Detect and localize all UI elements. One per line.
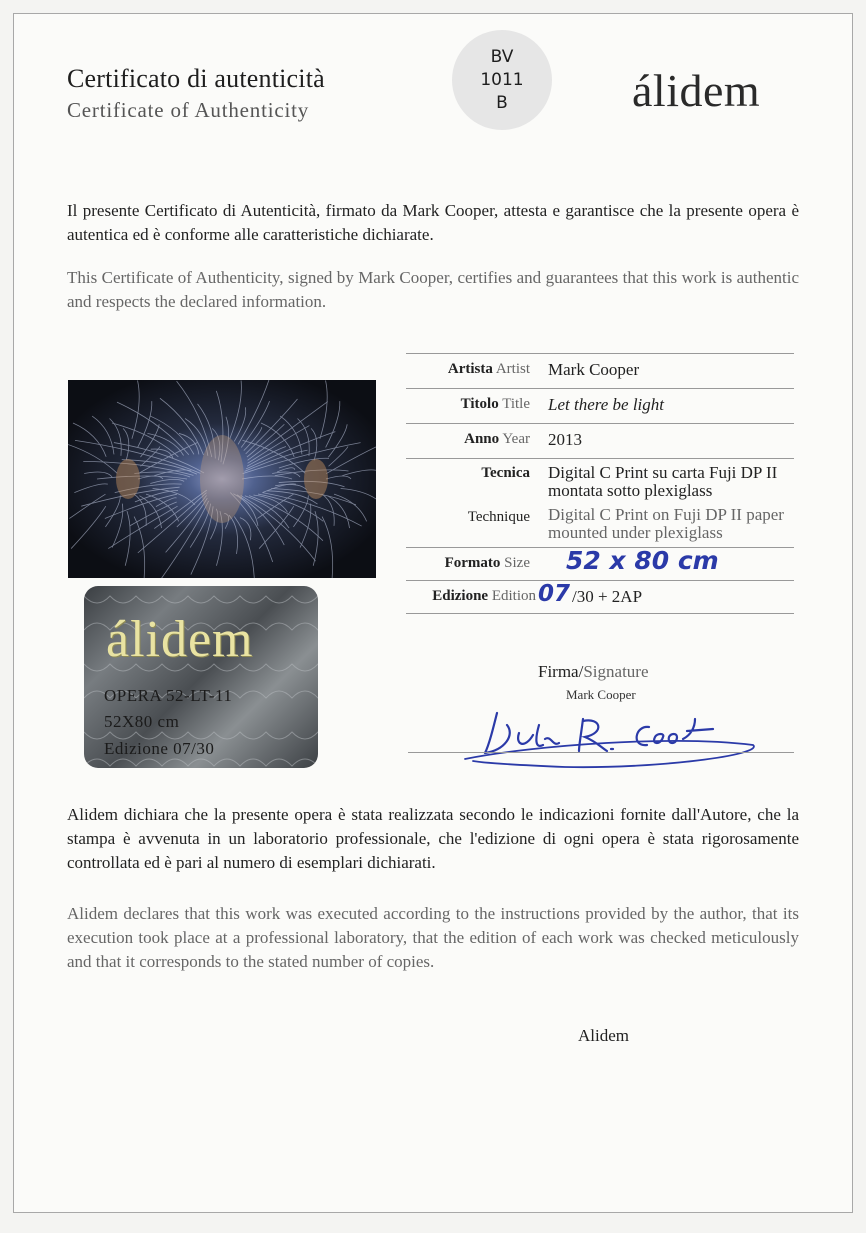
edition-number: 07 <box>538 581 571 607</box>
artwork-stroke <box>73 423 106 457</box>
technique-value-en: Digital C Print on Fuji DP II paper mounted under plexiglass <box>548 505 784 542</box>
artwork-stroke <box>326 476 351 479</box>
artwork-stroke <box>68 440 117 473</box>
stamp-line: B <box>496 92 508 113</box>
artwork-stroke <box>150 479 184 483</box>
artwork-stroke <box>71 506 106 548</box>
row-title <box>406 388 794 423</box>
hologram-text: Edizione 07/30 <box>104 739 215 758</box>
title-value: Let there be light <box>548 395 664 414</box>
artwork-stroke <box>191 506 213 574</box>
artwork-stroke <box>326 401 340 447</box>
hologram-sticker <box>84 586 318 768</box>
label-en: Edition <box>491 588 536 604</box>
artist-value: Mark Cooper <box>548 360 640 379</box>
artwork-stroke <box>130 502 177 526</box>
label-en: Size <box>504 555 530 571</box>
artwork-stroke <box>229 515 238 554</box>
year-value: 2013 <box>548 430 582 449</box>
artwork-stroke <box>230 380 242 438</box>
artwork-stroke <box>334 494 367 521</box>
artwork-image <box>68 380 376 578</box>
hologram-logo: álidem <box>106 611 254 668</box>
hologram-wave <box>84 596 318 603</box>
declaration-english: Alidem declares that this work was executed according to the instructions provided by the author, that its execution took place at a professional laboratory, that the edition of each work was checked meticulously and that it corresponds to the stated number of copies. <box>67 904 799 971</box>
stamp-line: BV <box>490 46 514 67</box>
artwork-stroke <box>246 399 298 454</box>
artwork-stroke <box>74 484 107 493</box>
handwritten-signature <box>455 705 775 775</box>
artwork-stroke <box>150 416 194 454</box>
intro-english: This Certificate of Authenticity, signed by Mark Cooper, certifies and guarantees that this work is authentic and respects the declared information. <box>67 268 799 311</box>
issuer-name: Alidem <box>578 1026 629 1045</box>
artwork-stroke <box>177 495 207 527</box>
hologram-text: 52X80 cm <box>104 712 180 731</box>
artwork-stroke <box>139 496 161 528</box>
row-year <box>406 423 794 458</box>
hologram-wave <box>84 732 318 739</box>
alidem-logo <box>632 64 760 117</box>
signer-name: Mark Cooper <box>566 687 636 702</box>
label-it: Titolo <box>460 396 499 412</box>
artwork-stroke <box>125 511 130 566</box>
row-technique <box>406 458 794 547</box>
artwork-stroke <box>341 488 376 504</box>
label-en: Artist <box>495 361 530 377</box>
hologram-wave <box>84 759 318 766</box>
signature-heading <box>538 662 649 682</box>
row-size <box>406 547 794 580</box>
artwork-stroke <box>243 443 361 474</box>
label-it: Artista <box>447 361 493 377</box>
artwork-stroke <box>238 380 271 444</box>
label-en: Year <box>502 431 530 447</box>
edition-value: /30 + 2AP <box>572 587 643 606</box>
artwork-stroke <box>134 517 145 578</box>
title-english: Certificate of Authenticity <box>67 98 310 122</box>
artwork-stroke <box>277 468 295 472</box>
details-table <box>406 353 794 614</box>
signature-label-it: Firma/ <box>538 662 584 681</box>
artwork-stroke <box>138 401 152 447</box>
artwork-stroke <box>326 443 376 474</box>
title-italian: Certificato di autenticità <box>67 64 325 93</box>
artwork-stroke <box>84 472 112 477</box>
artwork-stroke <box>242 476 292 479</box>
label-it: Anno <box>464 431 500 447</box>
artwork-stroke <box>166 498 208 552</box>
table-bottom-rule <box>406 613 794 614</box>
hologram-text: OPERA 52-LT-11 <box>104 686 233 705</box>
artwork-stroke <box>105 495 120 527</box>
label-it: Tecnica <box>481 465 530 481</box>
technique-value-it: Digital C Print su carta Fuji DP II montata sotto plexiglass <box>548 463 778 500</box>
artwork-stroke <box>179 433 199 454</box>
logo-text: álidem <box>632 65 761 116</box>
intro-italian: Il presente Certificato di Autenticità, firmato da Mark Cooper, attesta e garantisce che la presente opera è autentica ed è conforme alle caratteristiche dichiarate. <box>67 201 799 244</box>
row-artist <box>406 353 794 388</box>
artwork-stroke <box>320 380 327 438</box>
artwork-stroke <box>234 407 245 441</box>
artwork-stroke <box>313 511 318 566</box>
artwork-stroke <box>112 504 123 548</box>
signature-line <box>408 752 794 753</box>
label-it: Edizione <box>432 588 489 604</box>
declaration-italian: Alidem dichiara che la presente opera è stata realizzata secondo le indicazioni fornite dall'Autore, che la stampa è avvenuta in un laboratorio professionale, che l'edizione di ogni opera è stata rigorosamente controllata ed è pari al numero di esemplari dichiarati. <box>67 805 799 872</box>
reference-stamp <box>452 30 552 130</box>
artwork-pattern <box>68 380 376 578</box>
artwork-stroke <box>117 402 189 455</box>
artwork-stroke <box>328 424 347 457</box>
stamp-line: 1011 <box>480 69 524 90</box>
size-value: 52 x 80 cm <box>566 546 719 575</box>
artwork-stroke <box>322 517 333 578</box>
row-edition <box>406 580 794 613</box>
label-en: Title <box>502 396 530 412</box>
artwork-stroke <box>311 428 317 460</box>
label-it: Formato <box>444 555 501 571</box>
artwork-stroke <box>92 416 114 454</box>
label-en: Technique <box>467 509 530 525</box>
signature-label-en: Signature <box>583 662 649 681</box>
